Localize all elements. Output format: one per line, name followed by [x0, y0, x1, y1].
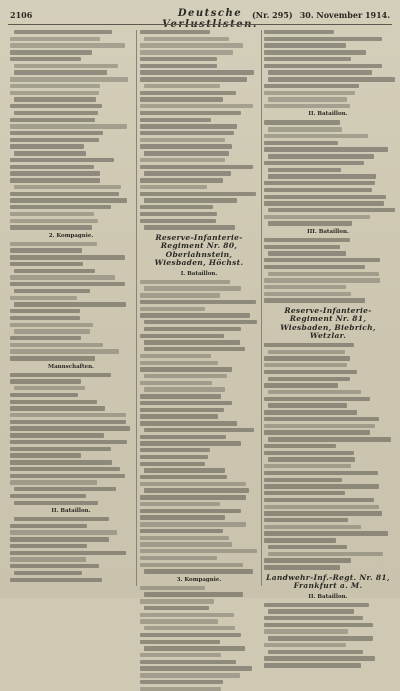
text-line	[268, 650, 363, 654]
text-line	[10, 282, 125, 286]
text-line	[140, 131, 234, 135]
text-line	[140, 300, 256, 304]
regiment-heading: Reserve-Infanterie-Regiment Nr. 80, Oberlahnstein, Wiesbaden, Höchst.	[154, 232, 244, 268]
text-line	[268, 174, 376, 178]
text-line	[10, 91, 99, 95]
text-line	[264, 603, 369, 607]
text-line	[10, 118, 95, 122]
issue-number: (Nr. 295)	[252, 10, 293, 20]
text-line	[264, 410, 357, 414]
text-line	[264, 397, 370, 401]
text-line	[10, 205, 111, 209]
text-line	[140, 666, 252, 670]
text-line	[140, 462, 205, 466]
text-line	[10, 144, 84, 148]
text-line	[264, 298, 365, 302]
text-line	[268, 350, 345, 354]
text-line	[10, 440, 127, 444]
text-line	[140, 192, 256, 196]
text-line	[264, 285, 346, 289]
text-line	[10, 323, 93, 327]
text-line	[140, 586, 205, 590]
text-line	[10, 530, 117, 534]
text-line	[264, 430, 370, 434]
text-line	[264, 444, 336, 448]
text-line	[10, 43, 125, 47]
text-line	[144, 374, 227, 378]
text-line	[10, 537, 109, 541]
text-line	[140, 165, 253, 169]
text-line	[140, 673, 240, 677]
text-line	[264, 417, 379, 421]
text-line	[140, 408, 224, 412]
text-line	[140, 401, 232, 405]
text-line	[144, 428, 254, 432]
column-divider	[261, 30, 262, 586]
text-line	[144, 37, 229, 41]
text-line	[14, 97, 96, 101]
text-line	[140, 361, 218, 365]
text-line	[14, 30, 112, 34]
text-line	[10, 242, 97, 246]
text-line	[10, 413, 126, 417]
text-line	[10, 192, 119, 196]
text-line	[140, 502, 220, 506]
issue-date: 30. November 1914.	[299, 10, 390, 20]
text-line	[268, 70, 372, 74]
text-line	[10, 460, 112, 464]
text-line	[10, 77, 128, 81]
text-line	[140, 687, 221, 691]
text-line	[264, 201, 384, 205]
text-line	[140, 421, 237, 425]
text-line	[140, 104, 253, 108]
text-line	[264, 195, 386, 199]
text-line	[144, 646, 245, 650]
text-line	[264, 383, 338, 387]
text-line	[10, 379, 81, 383]
text-line	[10, 447, 111, 451]
regiment-heading: Landwehr-Inf.-Regt. Nr. 81, Frankfurt a. M.	[266, 572, 390, 590]
text-line	[268, 609, 354, 613]
text-line	[140, 394, 221, 398]
text-line	[264, 356, 350, 360]
text-line	[14, 151, 86, 155]
text-line	[10, 275, 115, 279]
text-line	[10, 248, 82, 252]
text-line	[144, 569, 253, 573]
text-line	[140, 293, 220, 297]
text-line	[264, 616, 363, 620]
text-line	[268, 127, 342, 131]
text-line	[264, 424, 375, 428]
text-line	[264, 498, 374, 502]
text-line	[264, 292, 351, 296]
text-line	[264, 57, 351, 61]
text-line	[144, 488, 249, 492]
text-line	[264, 623, 373, 627]
text-line	[10, 393, 78, 397]
text-line	[10, 453, 81, 457]
text-line	[144, 327, 241, 331]
text-line	[10, 212, 94, 216]
text-line	[264, 525, 361, 529]
text-line	[10, 138, 99, 142]
text-line	[264, 505, 379, 509]
text-line	[10, 480, 97, 484]
text-line	[268, 77, 395, 81]
column-divider	[136, 30, 137, 586]
text-line	[140, 185, 207, 189]
text-line	[144, 225, 235, 229]
text-line	[10, 420, 126, 424]
text-line	[264, 531, 388, 535]
text-line	[14, 269, 95, 273]
text-line	[264, 656, 375, 660]
text-line	[268, 251, 346, 255]
text-line	[264, 471, 378, 475]
text-line	[10, 296, 77, 300]
text-line	[140, 549, 257, 553]
text-line	[140, 205, 213, 209]
text-line	[140, 280, 230, 284]
text-line	[264, 464, 351, 468]
text-line	[264, 64, 382, 68]
text-line	[268, 437, 391, 441]
text-line	[140, 515, 225, 519]
text-line	[10, 316, 80, 320]
text-line	[140, 313, 250, 317]
text-line	[10, 219, 98, 223]
text-line	[264, 245, 340, 249]
text-line	[14, 111, 98, 115]
text-line	[268, 221, 352, 225]
text-line	[10, 255, 125, 259]
text-line	[264, 147, 388, 151]
section-heading: I. Bataillon.	[180, 270, 218, 277]
text-line	[264, 181, 375, 185]
publication-title: Deutsche	[177, 8, 243, 19]
text-line	[10, 356, 95, 360]
text-line	[264, 343, 354, 347]
text-line	[14, 329, 90, 333]
text-line	[264, 104, 350, 108]
text-line	[140, 633, 241, 637]
text-line	[140, 354, 211, 358]
text-line	[140, 441, 241, 445]
text-line	[144, 626, 235, 630]
text-line	[10, 84, 100, 88]
text-line	[264, 370, 357, 374]
text-line	[140, 70, 254, 74]
text-line	[140, 158, 225, 162]
text-line	[140, 455, 208, 459]
text-line	[140, 124, 237, 128]
text-line	[140, 307, 205, 311]
text-line	[264, 258, 380, 262]
text-line	[10, 400, 97, 404]
section-heading: 3. Kompagnie.	[176, 576, 222, 583]
text-line	[10, 373, 111, 377]
text-line	[14, 487, 116, 491]
text-line	[140, 660, 236, 664]
text-line	[264, 643, 346, 647]
text-line	[10, 124, 127, 128]
text-line	[268, 272, 379, 276]
text-line	[140, 144, 232, 148]
text-line	[264, 538, 336, 542]
text-line	[10, 336, 81, 340]
text-line	[140, 495, 246, 499]
page-header	[0, 0, 400, 30]
text-line	[10, 158, 114, 162]
text-line	[140, 448, 210, 452]
text-line	[10, 262, 83, 266]
text-line	[144, 286, 241, 290]
text-line	[10, 104, 102, 108]
text-line	[268, 97, 347, 101]
text-line	[264, 161, 364, 165]
text-line	[264, 141, 338, 145]
section-heading: II. Bataillon.	[308, 593, 348, 600]
text-line	[268, 154, 374, 158]
text-line	[264, 451, 354, 455]
text-line	[140, 178, 223, 182]
text-line	[144, 592, 243, 596]
text-line	[140, 91, 236, 95]
text-line	[14, 501, 98, 505]
text-line	[10, 494, 86, 498]
section-heading: II. Bataillon.	[51, 507, 91, 514]
text-line	[268, 552, 383, 556]
section-heading: Mannschaften.	[48, 363, 94, 370]
text-line	[264, 37, 382, 41]
text-line	[264, 84, 359, 88]
text-line	[140, 77, 247, 81]
text-line	[264, 558, 351, 562]
text-line	[14, 517, 109, 521]
text-column-1	[10, 30, 132, 588]
header-rule	[8, 24, 392, 25]
text-line	[264, 629, 348, 633]
text-line	[264, 91, 355, 95]
text-line	[268, 208, 395, 212]
text-line	[140, 138, 225, 142]
text-line	[10, 198, 127, 202]
text-line	[140, 640, 220, 644]
text-line	[144, 468, 225, 472]
text-line	[144, 84, 220, 88]
text-line	[10, 131, 103, 135]
text-line	[140, 219, 216, 223]
text-column-3	[264, 30, 392, 600]
text-line	[10, 467, 120, 471]
text-line	[264, 43, 346, 47]
text-line	[264, 238, 350, 242]
text-line	[10, 57, 81, 61]
text-line	[14, 289, 90, 293]
text-line	[14, 386, 85, 390]
text-line	[10, 349, 119, 353]
text-line	[14, 185, 121, 189]
text-line	[268, 457, 355, 461]
text-line	[140, 414, 218, 418]
text-line	[144, 606, 209, 610]
text-line	[10, 406, 105, 410]
text-line	[264, 484, 379, 488]
text-line	[264, 265, 365, 269]
text-line	[268, 636, 373, 640]
text-line	[140, 212, 217, 216]
text-line	[140, 43, 243, 47]
text-line	[140, 435, 226, 439]
text-line	[140, 57, 217, 61]
text-line	[140, 529, 223, 533]
text-line	[10, 171, 100, 175]
text-line	[140, 563, 243, 567]
text-line	[268, 403, 347, 407]
text-line	[140, 118, 211, 122]
text-line	[140, 50, 233, 54]
text-line	[140, 334, 224, 338]
text-line	[268, 377, 350, 381]
text-line	[10, 564, 99, 568]
text-line	[140, 482, 246, 486]
text-line	[140, 367, 232, 371]
text-line	[144, 198, 237, 202]
text-line	[10, 165, 94, 169]
text-line	[10, 524, 87, 528]
section-heading: II. Bataillon.	[308, 111, 348, 118]
text-line	[10, 37, 100, 41]
text-line	[140, 97, 223, 101]
text-line	[14, 70, 107, 74]
text-line	[140, 475, 227, 479]
text-line	[140, 509, 241, 513]
text-line	[140, 542, 232, 546]
text-line	[144, 151, 229, 155]
text-line	[140, 522, 246, 526]
text-line	[10, 426, 130, 430]
text-line	[10, 578, 102, 582]
text-line	[10, 551, 126, 555]
text-line	[140, 536, 229, 540]
text-line	[10, 309, 80, 313]
text-line	[268, 545, 347, 549]
text-line	[264, 188, 372, 192]
text-line	[14, 64, 118, 68]
text-line	[14, 571, 82, 575]
text-line	[264, 565, 340, 569]
page-number: 2106	[10, 10, 33, 20]
text-line	[264, 30, 334, 34]
text-line	[144, 320, 257, 324]
text-line	[264, 215, 370, 219]
text-line	[144, 347, 245, 351]
text-line	[264, 120, 340, 124]
text-line	[264, 478, 342, 482]
text-line	[140, 381, 212, 385]
text-line	[10, 557, 86, 561]
regiment-heading: Reserve-Infanterie-Regiment Nr. 81, Wiesbaden, Biebrich, Wetzlar.	[280, 305, 376, 341]
text-line	[264, 663, 361, 667]
text-line	[140, 613, 234, 617]
text-line	[264, 511, 382, 515]
section-heading: 2. Kompagnie.	[48, 232, 94, 239]
text-line	[144, 171, 231, 175]
text-line	[264, 134, 368, 138]
text-line	[140, 653, 221, 657]
text-line	[10, 50, 92, 54]
text-line	[264, 50, 366, 54]
text-line	[10, 544, 87, 548]
text-line	[10, 343, 103, 347]
text-line	[144, 387, 225, 391]
text-column-2	[140, 30, 258, 588]
text-line	[264, 518, 348, 522]
text-line	[264, 363, 347, 367]
text-line	[10, 225, 92, 229]
text-line	[140, 64, 217, 68]
text-line	[140, 30, 210, 34]
text-line	[264, 278, 380, 282]
text-line	[264, 491, 345, 495]
text-line	[140, 111, 241, 115]
text-line	[268, 390, 361, 394]
text-line	[140, 556, 217, 560]
text-line	[144, 340, 240, 344]
text-line	[140, 619, 218, 623]
text-line	[10, 178, 100, 182]
text-line	[10, 433, 104, 437]
text-line	[268, 168, 341, 172]
section-heading: III. Bataillon.	[307, 228, 349, 235]
text-line	[140, 680, 223, 684]
text-line	[14, 302, 126, 306]
text-line	[140, 599, 214, 603]
text-line	[10, 474, 125, 478]
